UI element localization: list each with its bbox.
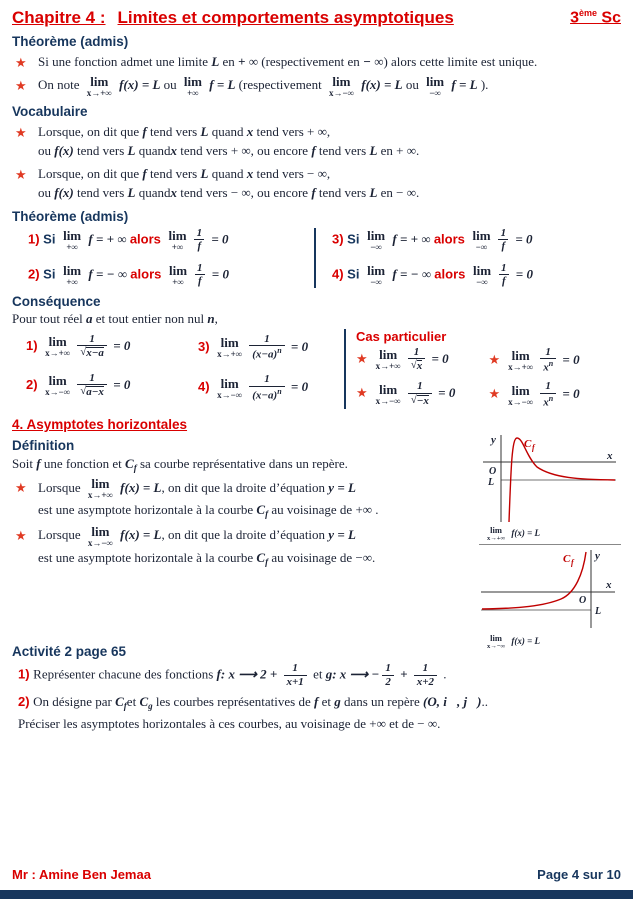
x-axis-label: x	[606, 579, 612, 592]
fraction: 1 √ −x	[408, 381, 432, 407]
theoreme-2-left-column	[28, 228, 314, 288]
consequence-heading: Conséquence	[12, 293, 101, 309]
theoreme-1-bullet-1	[12, 52, 621, 72]
theoreme-1-heading: Théorème (admis)	[12, 34, 129, 49]
asymptotes-heading: 4. Asymptotes horizontales	[12, 417, 188, 433]
star-icon: ★	[15, 55, 27, 70]
activite-heading: Activité 2 page 65	[12, 644, 127, 660]
fraction: $\frac{1}{x^n}$	[540, 381, 556, 409]
grade-badge	[570, 8, 621, 27]
origin-label: O	[489, 466, 497, 478]
vocabulaire-bullet-1-text: Lorsque, on dit que f tend vers L quand x tend vers + ∞, ou f(x) tend vers L quandx tend vers + ∞, ou encore f tend vers L en + ∞.	[38, 123, 420, 158]
figure-plus-infinity	[479, 432, 621, 542]
figure-2-caption: lim x→−∞ f(x) = L	[487, 633, 540, 650]
curve-label: C	[524, 438, 532, 451]
sqrt-icon: √	[410, 359, 417, 372]
cas-item-3	[356, 381, 489, 409]
limit-operator: lim +∞	[168, 262, 188, 287]
limit-operator: lim +∞	[168, 227, 187, 252]
cas-particulier-panel	[344, 329, 621, 410]
limit-operator: lim x→−∞	[87, 523, 113, 548]
limit-operator: lim +∞	[63, 262, 82, 287]
cas-item-4	[489, 381, 622, 409]
cas-item-3-formula: lim x→−∞ 1 √ −x = 0	[375, 380, 456, 407]
graph-minus-infinity	[479, 548, 619, 632]
star-icon: ★	[488, 386, 501, 402]
star-icon: ★	[488, 351, 501, 367]
fraction: 1 √ x	[408, 347, 426, 373]
fraction: 1 √ x−a	[77, 334, 107, 360]
star-icon: ★	[15, 77, 27, 93]
limit-operator: lim x→−∞	[217, 375, 243, 400]
definition-bullet-1-text: Lorsque lim x→+∞ f(x) = L, on dit que la droite d’équation y = L est une asymptote horizontale à la courbe $C_f$ au voisinage de +∞ .	[38, 476, 379, 520]
cas-particulier-grid	[356, 347, 621, 410]
grade-ordinal: ème	[578, 8, 597, 18]
footer-bar	[0, 890, 633, 899]
fraction: $\frac{1}{(x-a)^n}$	[249, 334, 284, 362]
fraction: $\frac{1}{x^n}$	[540, 347, 556, 375]
limit-operator: lim x→−∞	[508, 382, 534, 407]
limit-operator: lim x→+∞	[87, 476, 113, 501]
chapter-title	[12, 8, 454, 28]
limit-operator: lim x→+∞	[86, 73, 112, 98]
fraction: $\frac{1}{(x-a)^n}$	[249, 374, 284, 402]
theoreme-2-item-1: 1) Si lim +∞ f = + ∞ alors lim +∞ $\frac{1}{f}$ = 0	[28, 226, 229, 253]
fraction: $\frac{1}{2}$	[382, 663, 394, 688]
fraction: $\frac{1}{x+1}$	[284, 663, 307, 688]
curve-label-sub: f	[571, 558, 574, 568]
fraction: $\frac{1}{f}$	[498, 263, 510, 288]
limit-operator: lim x→−∞	[487, 633, 506, 650]
curve-label-sub: f	[532, 443, 535, 453]
star-icon: ★	[15, 527, 27, 543]
star-icon: ★	[15, 166, 27, 182]
limit-operator: lim −∞	[472, 227, 491, 252]
definition-section	[12, 434, 621, 650]
limit-operator: lim −∞	[367, 262, 386, 287]
star-icon: ★	[15, 124, 27, 140]
cas-particulier-heading: Cas particulier	[356, 328, 447, 344]
consequence-column-2	[198, 329, 344, 410]
y-axis-label: y	[491, 434, 496, 447]
asymptote-figures	[479, 432, 621, 652]
x-axis-label: x	[607, 450, 613, 463]
definition-heading: Définition	[12, 438, 75, 454]
theoreme-2-item-4: 4) Si lim −∞ f = − ∞ alors lim −∞ $\frac{1}{f}$ = 0	[332, 261, 533, 288]
star-icon: ★	[15, 480, 27, 496]
definition-bullet-1	[12, 477, 482, 522]
limit-operator: lim +∞	[63, 227, 82, 252]
theoreme-1-bullet-2-text: On note lim x→+∞ f(x) = L ou lim +∞ f = L (respectivement lim x→−∞ f(x) = L ou lim −∞ f = L ).	[38, 73, 489, 98]
consequence-item-1: 1) lim x→+∞ 1 √ x−a = 0	[26, 332, 131, 360]
footer-author: Mr : Amine Ben Jemaa	[12, 867, 151, 882]
limit-operator: lim x→−∞	[45, 373, 71, 398]
star-icon: ★	[356, 385, 368, 401]
figure-separator	[479, 544, 621, 545]
vocabulaire-bullet-2	[12, 164, 621, 203]
fraction: 1 √ a−x	[77, 373, 107, 399]
consequence-item-3: 3) lim x→+∞ $\frac{1}{(x-a)^n}$ = 0	[198, 332, 309, 361]
vocabulaire-bullet-1	[12, 122, 621, 161]
chapter-name: Limites et comportements asymptotiques	[117, 8, 454, 27]
figure-1-caption: lim x→+∞ f(x) = L	[487, 525, 540, 542]
consequence-item-4: 4) lim x→−∞ $\frac{1}{(x-a)^n}$ = 0	[198, 373, 309, 402]
limit-operator: lim −∞	[472, 262, 492, 287]
y-axis-label: y	[595, 550, 600, 563]
sqrt-icon: √	[80, 385, 87, 398]
theoreme-2-item-3: 3) Si lim −∞ f = + ∞ alors lim −∞ $\frac{1}{f}$ = 0	[332, 226, 533, 253]
limit-operator: lim x→+∞	[217, 335, 243, 360]
consequence-item-2: 2) lim x→−∞ 1 √ a−x = 0	[26, 371, 131, 399]
limit-operator: lim x→+∞	[508, 348, 534, 373]
fraction: $\frac{1}{x+2}$	[414, 663, 437, 688]
origin-label: O	[579, 595, 587, 607]
fraction: $\frac{1}{f}$	[498, 228, 510, 253]
fraction: $\frac{1}{f}$	[194, 263, 206, 288]
definition-intro: Soit f une fonction et $C_f$ sa courbe représentative dans un repère.	[12, 456, 348, 474]
grade-section: Sc	[596, 9, 621, 27]
cas-item-1-formula: lim x→+∞ 1 √ x = 0	[375, 345, 449, 373]
theoreme-1-bullet-2	[12, 75, 621, 98]
theoreme-1-bullet-1-text: Si une fonction admet une limite L en + ∞ (respectivement en − ∞) alors cette limite est unique.	[38, 54, 538, 69]
consequence-intro: Pour tout réel a et tout entier non nul n,	[12, 310, 218, 326]
definition-bullet-2	[12, 525, 482, 570]
limit-operator: lim x→+∞	[487, 525, 506, 542]
page-footer	[12, 867, 621, 882]
limit-operator: lim x→−∞	[375, 381, 401, 406]
vocabulaire-heading: Vocabulaire	[12, 103, 88, 119]
theoreme-2-heading: Théorème (admis)	[12, 208, 129, 224]
footer-page-number: Page 4 sur 10	[537, 867, 621, 882]
sqrt-icon: √	[410, 393, 417, 406]
page-header	[12, 8, 621, 28]
vocabulaire-bullet-2-text: Lorsque, on dit que f tend vers L quand x tend vers − ∞, ou f(x) tend vers L quandx tend vers − ∞, ou encore f tend vers L en − ∞.	[38, 165, 420, 200]
activite-item-2: 2) On désigne par $C_fet$ $C_g$ les courbes représentatives de f et g dans un repère (O, i⃗, j⃗).. Préciser les asymptotes horizontales à ces courbes, au voisinage de +∞ et de − ∞.	[18, 694, 489, 732]
grade-number: 3	[570, 9, 579, 27]
definition-text	[12, 456, 482, 569]
limit-operator: lim x→+∞	[375, 347, 401, 372]
limit-operator: lim +∞	[183, 73, 202, 98]
consequence-column-1	[26, 329, 198, 410]
theoreme-2-item-2: 2) Si lim +∞ f = − ∞ alors lim +∞ $\frac{1}{f}$ = 0	[28, 261, 229, 288]
cas-item-2-formula: lim x→+∞ $\frac{1}{x^n}$ = 0	[508, 345, 580, 374]
cas-item-2	[489, 347, 622, 375]
curve-label: C	[563, 553, 571, 566]
definition-bullet-2-text: Lorsque lim x→−∞ f(x) = L, on dit que la droite d’équation y = L est une asymptote horizontale à la courbe $C_f$ au voisinage de −∞.	[38, 523, 376, 567]
star-icon: ★	[356, 350, 368, 366]
theoreme-2-grid	[28, 228, 621, 288]
activite-item-1: 1) Représenter chacune des fonctions f: x ⟶ 2 + $\frac{1}{x+1}$ et g: x ⟶ − $\frac{1}{2}$ + $\frac{1}{x+2}$ .	[18, 662, 447, 688]
chapter-label: Chapitre 4 :	[12, 8, 106, 27]
graph-plus-infinity	[479, 432, 619, 524]
fraction: $\frac{1}{f}$	[194, 228, 206, 253]
limit-operator: lim −∞	[426, 73, 445, 98]
theoreme-2-right-column	[314, 228, 621, 288]
figure-minus-infinity	[479, 548, 621, 650]
cas-item-4-formula: lim x→−∞ $\frac{1}{x^n}$ = 0	[508, 380, 580, 409]
limit-operator: lim x→−∞	[328, 73, 354, 98]
limit-operator: lim x→+∞	[45, 334, 71, 359]
cas-item-1	[356, 347, 489, 375]
sqrt-icon: √	[80, 346, 87, 359]
consequence-grid	[26, 329, 621, 410]
limit-operator: lim −∞	[367, 227, 386, 252]
asymptote-label: L	[595, 606, 602, 618]
asymptote-label: L	[488, 477, 495, 489]
